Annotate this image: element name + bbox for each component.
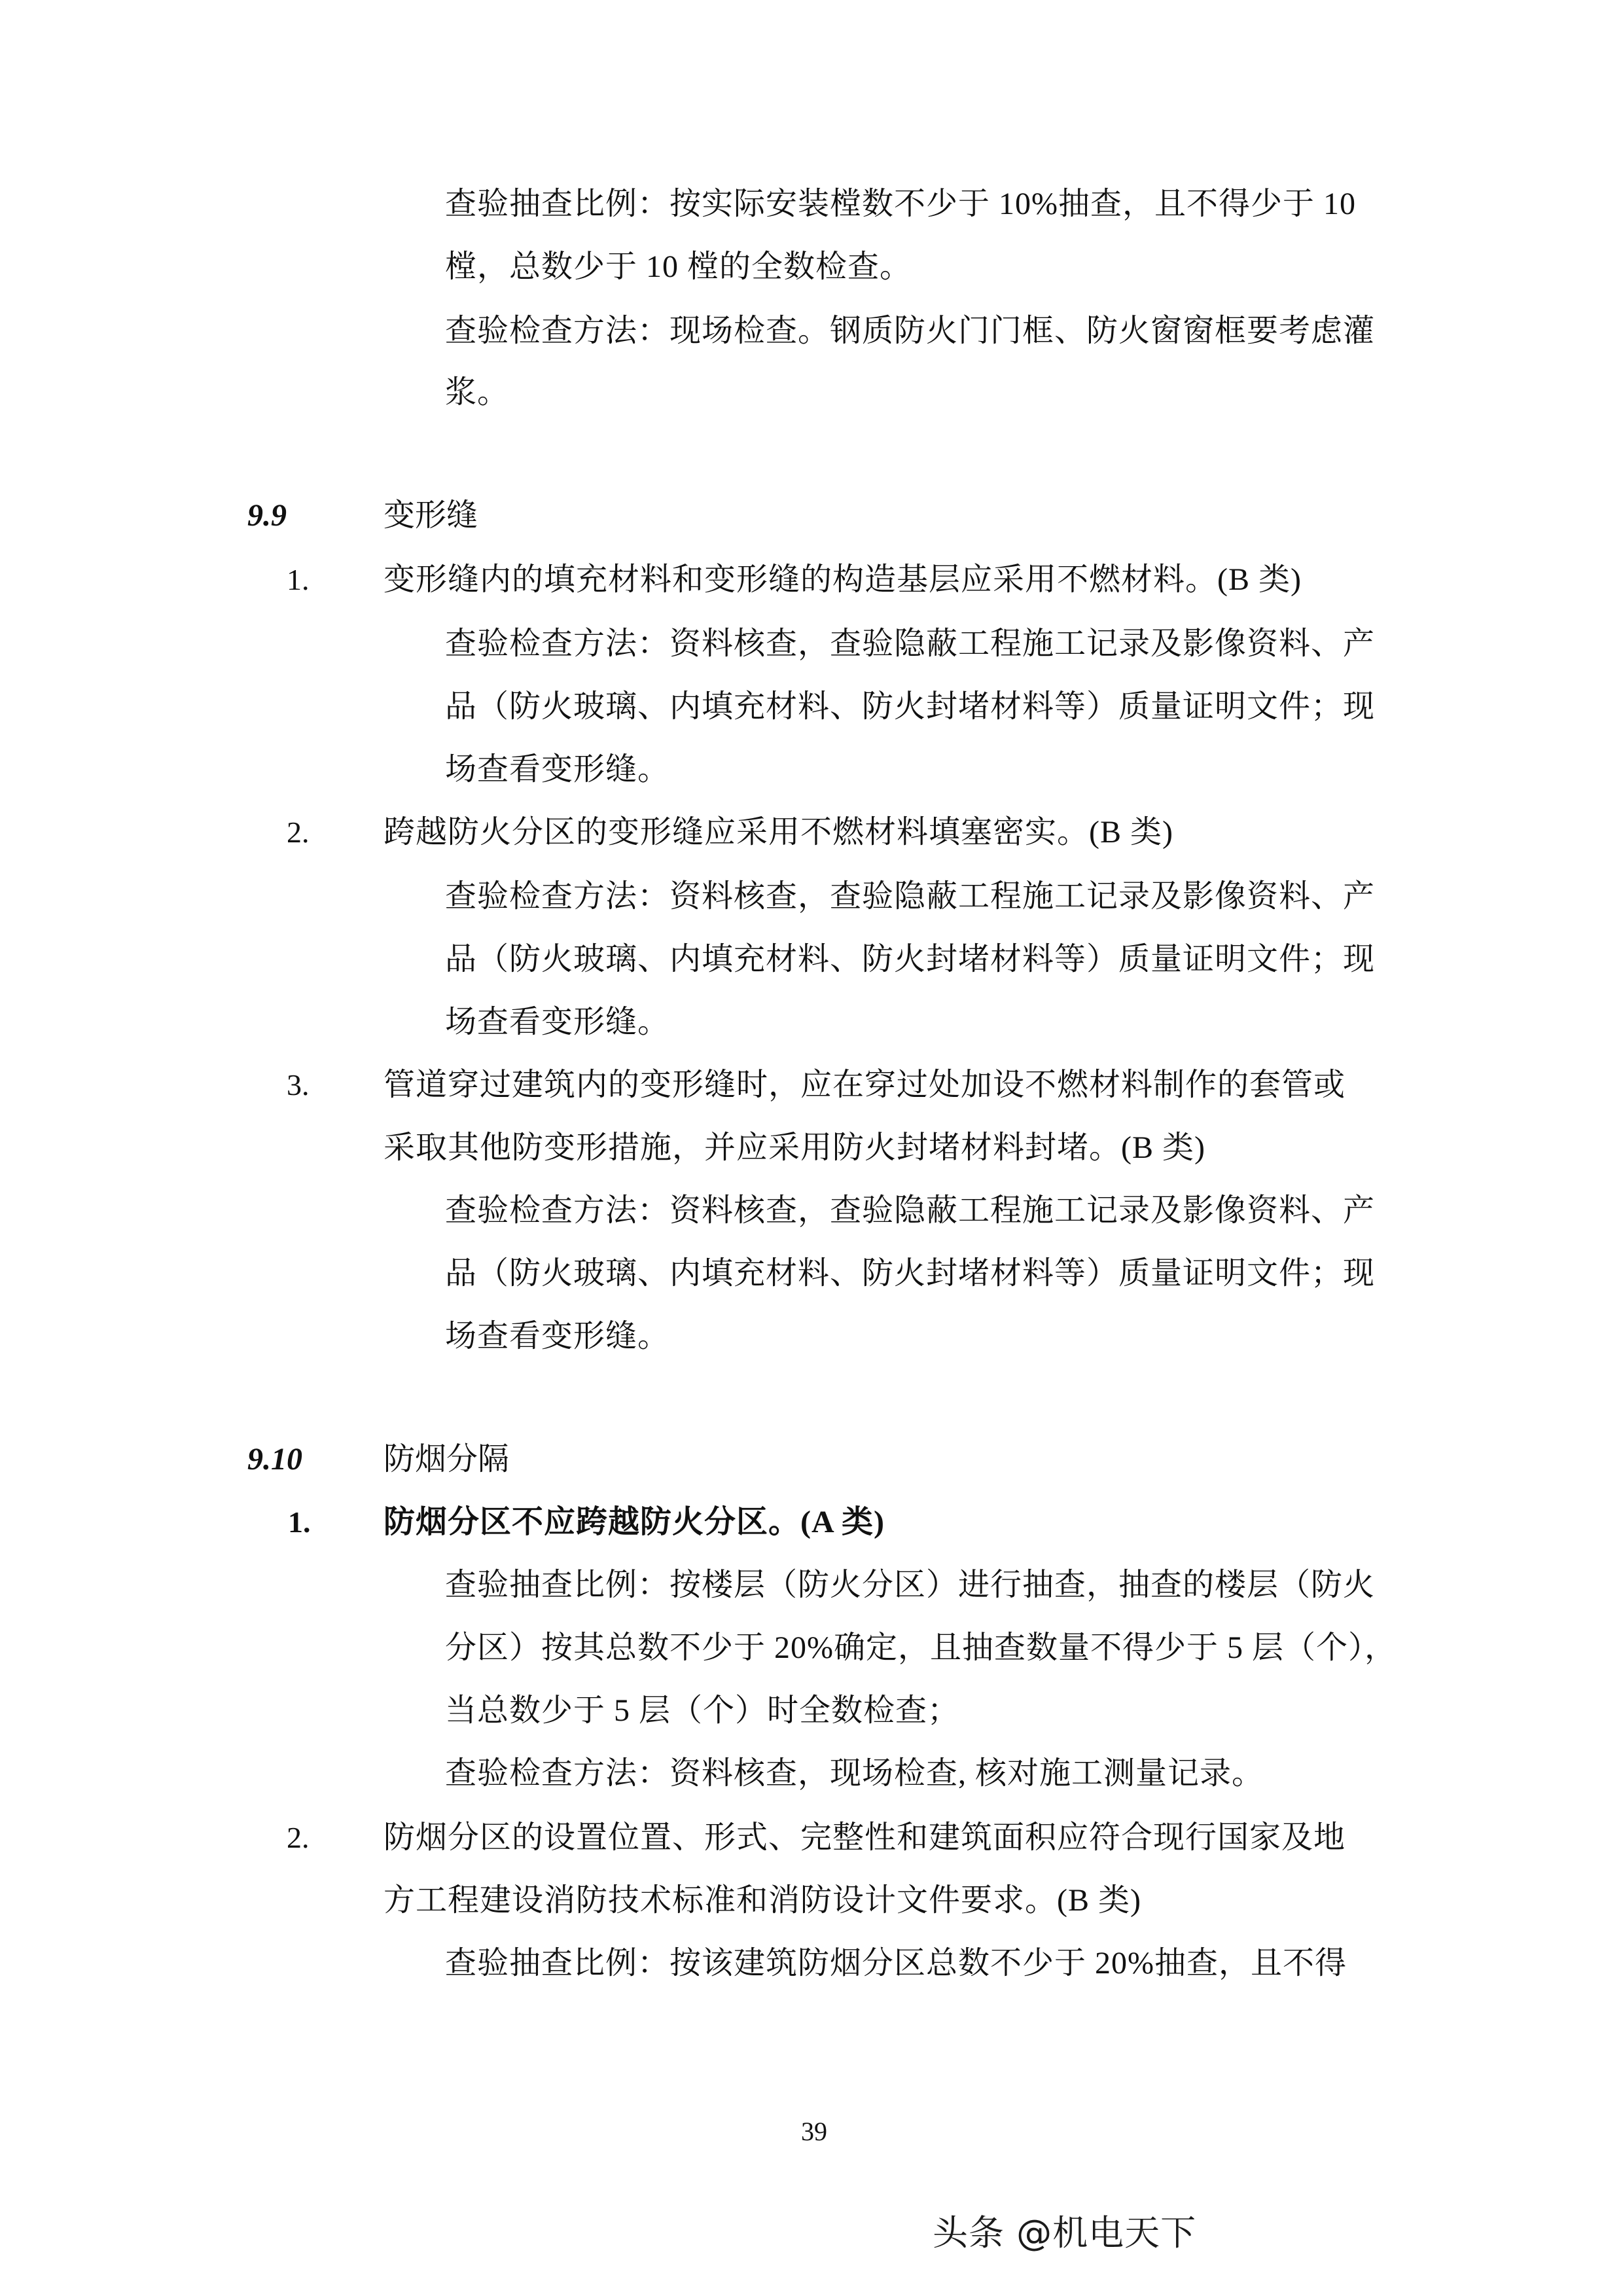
item-text-cont: 采取其他防变形措施，并应采用防火封堵材料封堵。(B 类) <box>383 1130 1205 1165</box>
sampling-ratio-text-cont: 分区）按其总数不少于 20%确定，且抽查数量不得少于 5 层（个）， <box>445 1630 1397 1665</box>
watermark: 头条 @机电天下 <box>933 2212 1197 2253</box>
item-number: 3. <box>287 1068 310 1102</box>
item-text: 管道穿过建筑内的变形缝时，应在穿过处加设不燃材料制作的套管或 <box>383 1067 1346 1102</box>
page-number: 39 <box>801 2117 827 2146</box>
section-number: 9.9 <box>247 498 287 533</box>
inspection-method-text: 查验检查方法：现场检查。钢质防火门门框、防火窗窗框要考虑灌 <box>445 314 1376 348</box>
item-number: 2. <box>287 816 310 849</box>
inspection-method-text: 查验检查方法：资料核查，现场检查, 核对施工测量记录。 <box>445 1756 1264 1791</box>
sampling-ratio-text-cont: 樘，总数少于 10 樘的全数检查。 <box>445 249 912 284</box>
inspection-method-text-cont: 场查看变形缝。 <box>445 1005 670 1039</box>
item-number: 1. <box>288 1505 311 1539</box>
section-title: 防烟分隔 <box>383 1442 510 1477</box>
sampling-ratio-text: 查验抽查比例：按该建筑防烟分区总数不少于 20%抽查，且不得 <box>445 1946 1347 1981</box>
sampling-ratio-text: 查验抽查比例：按楼层（防火分区）进行抽查，抽查的楼层（防火 <box>445 1568 1376 1602</box>
inspection-method-text-cont: 场查看变形缝。 <box>445 1319 670 1354</box>
item-text: 跨越防火分区的变形缝应采用不燃材料填塞密实。(B 类) <box>383 815 1173 850</box>
sampling-ratio-text: 查验抽查比例：按实际安装樘数不少于 10%抽查，且不得少于 10 <box>445 187 1356 221</box>
item-text: 防烟分区不应跨越防火分区。(A 类) <box>383 1505 885 1539</box>
item-text: 变形缝内的填充材料和变形缝的构造基层应采用不燃材料。(B 类) <box>383 562 1302 597</box>
section-number: 9.10 <box>247 1442 302 1477</box>
inspection-method-text-cont: 浆。 <box>445 375 510 410</box>
inspection-method-text-cont: 品（防火玻璃、内填充材料、防火封堵材料等）质量证明文件；现 <box>445 1256 1376 1291</box>
sampling-ratio-text-cont: 当总数少于 5 层（个）时全数检查； <box>445 1693 960 1728</box>
section-title: 变形缝 <box>383 498 478 533</box>
item-number: 2. <box>287 1821 310 1854</box>
inspection-method-text-cont: 场查看变形缝。 <box>445 752 670 787</box>
item-number: 1. <box>287 563 310 596</box>
item-text-cont: 方工程建设消防技术标准和消防设计文件要求。(B 类) <box>383 1883 1141 1918</box>
inspection-method-text: 查验检查方法：资料核查，查验隐蔽工程施工记录及影像资料、产 <box>445 879 1376 914</box>
inspection-method-text: 查验检查方法：资料核查，查验隐蔽工程施工记录及影像资料、产 <box>445 626 1376 661</box>
inspection-method-text-cont: 品（防火玻璃、内填充材料、防火封堵材料等）质量证明文件；现 <box>445 689 1376 724</box>
inspection-method-text: 查验检查方法：资料核查，查验隐蔽工程施工记录及影像资料、产 <box>445 1193 1376 1228</box>
item-text: 防烟分区的设置位置、形式、完整性和建筑面积应符合现行国家及地 <box>383 1820 1346 1855</box>
inspection-method-text-cont: 品（防火玻璃、内填充材料、防火封堵材料等）质量证明文件；现 <box>445 942 1376 977</box>
